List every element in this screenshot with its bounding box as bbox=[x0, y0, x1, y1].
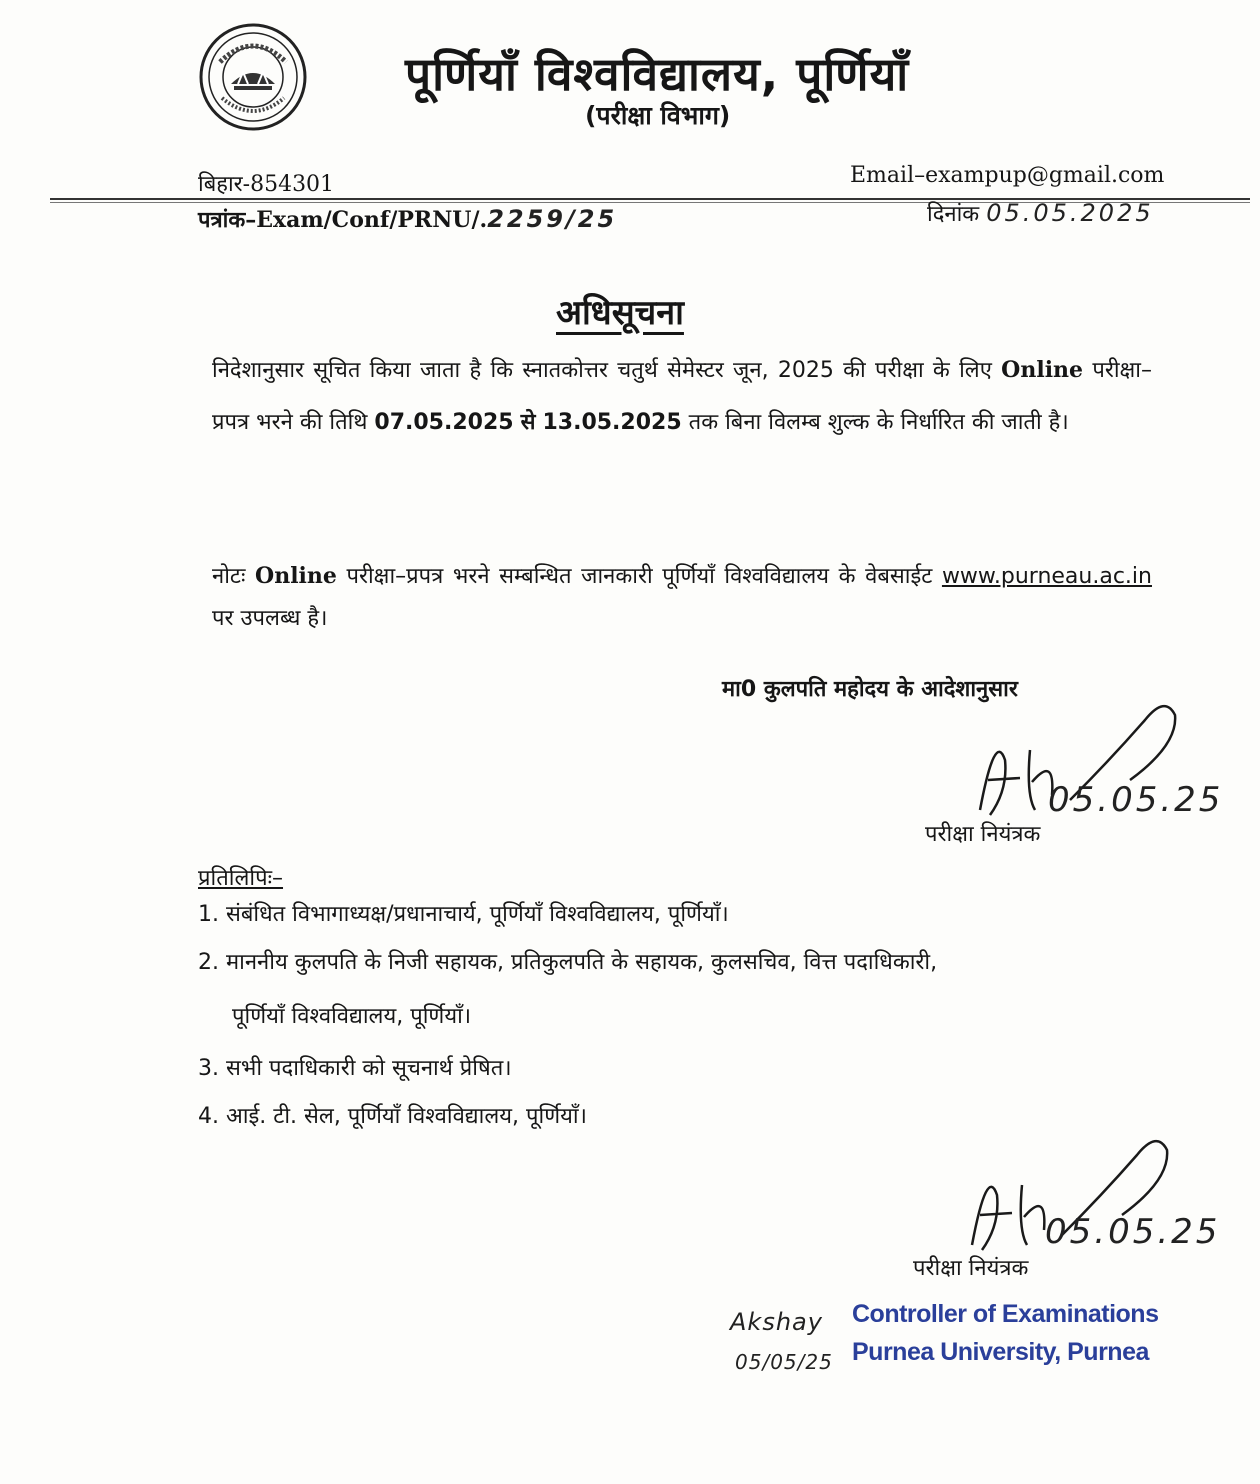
website-link[interactable]: www.purneau.ac.in bbox=[941, 564, 1152, 589]
footer-signatory-title: परीक्षा नियंत्रक bbox=[913, 1256, 1029, 1281]
copy-item-1: 1. संबंधित विभागाध्यक्ष/प्रधानाचार्य, पूर्णियाँ विश्वविद्यालय, पूर्णियाँ। bbox=[198, 902, 729, 927]
date-to: 13.05.2025 bbox=[542, 410, 682, 435]
signatory-title: परीक्षा नियंत्रक bbox=[925, 822, 1041, 847]
note-text: परीक्षा–प्रपत्र भरने सम्बन्धित जानकारी पूर्णियाँ विश्वविद्यालय के वेबसाईट bbox=[346, 564, 933, 589]
note-paragraph bbox=[212, 555, 1152, 640]
email: Email–exampup@gmail.com bbox=[850, 163, 1165, 188]
order-line: मा0 कुलपति महोदय के आदेशानुसार bbox=[722, 677, 1018, 702]
reference-number bbox=[198, 204, 617, 234]
department-subtitle: (परीक्षा विभाग) bbox=[585, 101, 731, 130]
date-from: 07.05.2025 bbox=[374, 410, 514, 435]
notice-heading: अधिसूचना bbox=[556, 293, 684, 333]
university-title: पूर्णियाँ विश्वविद्यालय, पूर्णियाँ bbox=[405, 47, 910, 101]
stamp-line-2: Purnea University, Purnea bbox=[852, 1338, 1149, 1366]
date-handwritten-value: 05.05.2025 bbox=[986, 199, 1154, 227]
para-text-1: निदेशानुसार सूचित किया जाता है कि स्नातकोत्तर चतुर्थ सेमेस्टर जून, 2025 की परीक्षा के लिए bbox=[212, 358, 992, 383]
copy-label: प्रतिलिपिः– bbox=[198, 866, 284, 891]
notice-paragraph bbox=[212, 344, 1152, 449]
reference-handwritten-number: 2259/25 bbox=[487, 205, 618, 233]
note-tail: पर उपलब्ध है। bbox=[212, 606, 328, 631]
address: बिहार-854301 bbox=[198, 172, 335, 197]
initials-date: 05/05/25 bbox=[735, 1350, 833, 1374]
date-connector: से bbox=[520, 410, 536, 435]
copy-item-2-cont: पूर्णियाँ विश्वविद्यालय, पूर्णियाँ। bbox=[232, 1004, 472, 1029]
footer-signature-date: 05.05.25 bbox=[1045, 1212, 1221, 1252]
initials-name: Akshay bbox=[730, 1308, 823, 1336]
note-label: नोटः bbox=[212, 564, 246, 589]
reference-label: पत्रांक–Exam/Conf/PRNU/. bbox=[198, 207, 488, 233]
para-text-2: परीक्षा–प्रपत्र भरने की तिथि bbox=[212, 358, 1152, 435]
para-text-3: तक बिना विलम्ब शुल्क के निर्धारित की जाती है। bbox=[688, 410, 1069, 435]
copy-item-2: 2. माननीय कुलपति के निजी सहायक, प्रतिकुलपति के सहायक, कुलसचिव, वित्त पदाधिकारी, bbox=[198, 950, 938, 975]
date-label: दिनांक bbox=[927, 202, 980, 227]
copy-item-4: 4. आई. टी. सेल, पूर्णियाँ विश्वविद्यालय, पूर्णियाँ। bbox=[198, 1104, 587, 1129]
issue-date bbox=[927, 198, 1154, 228]
stamp-line-1: Controller of Examinations bbox=[852, 1300, 1159, 1328]
signature-date: 05.05.25 bbox=[1048, 780, 1224, 820]
para-online: Online bbox=[1001, 357, 1084, 383]
university-logo-icon bbox=[198, 22, 308, 132]
note-online: Online bbox=[255, 563, 337, 589]
copy-item-3: 3. सभी पदाधिकारी को सूचनार्थ प्रेषित। bbox=[198, 1056, 512, 1081]
